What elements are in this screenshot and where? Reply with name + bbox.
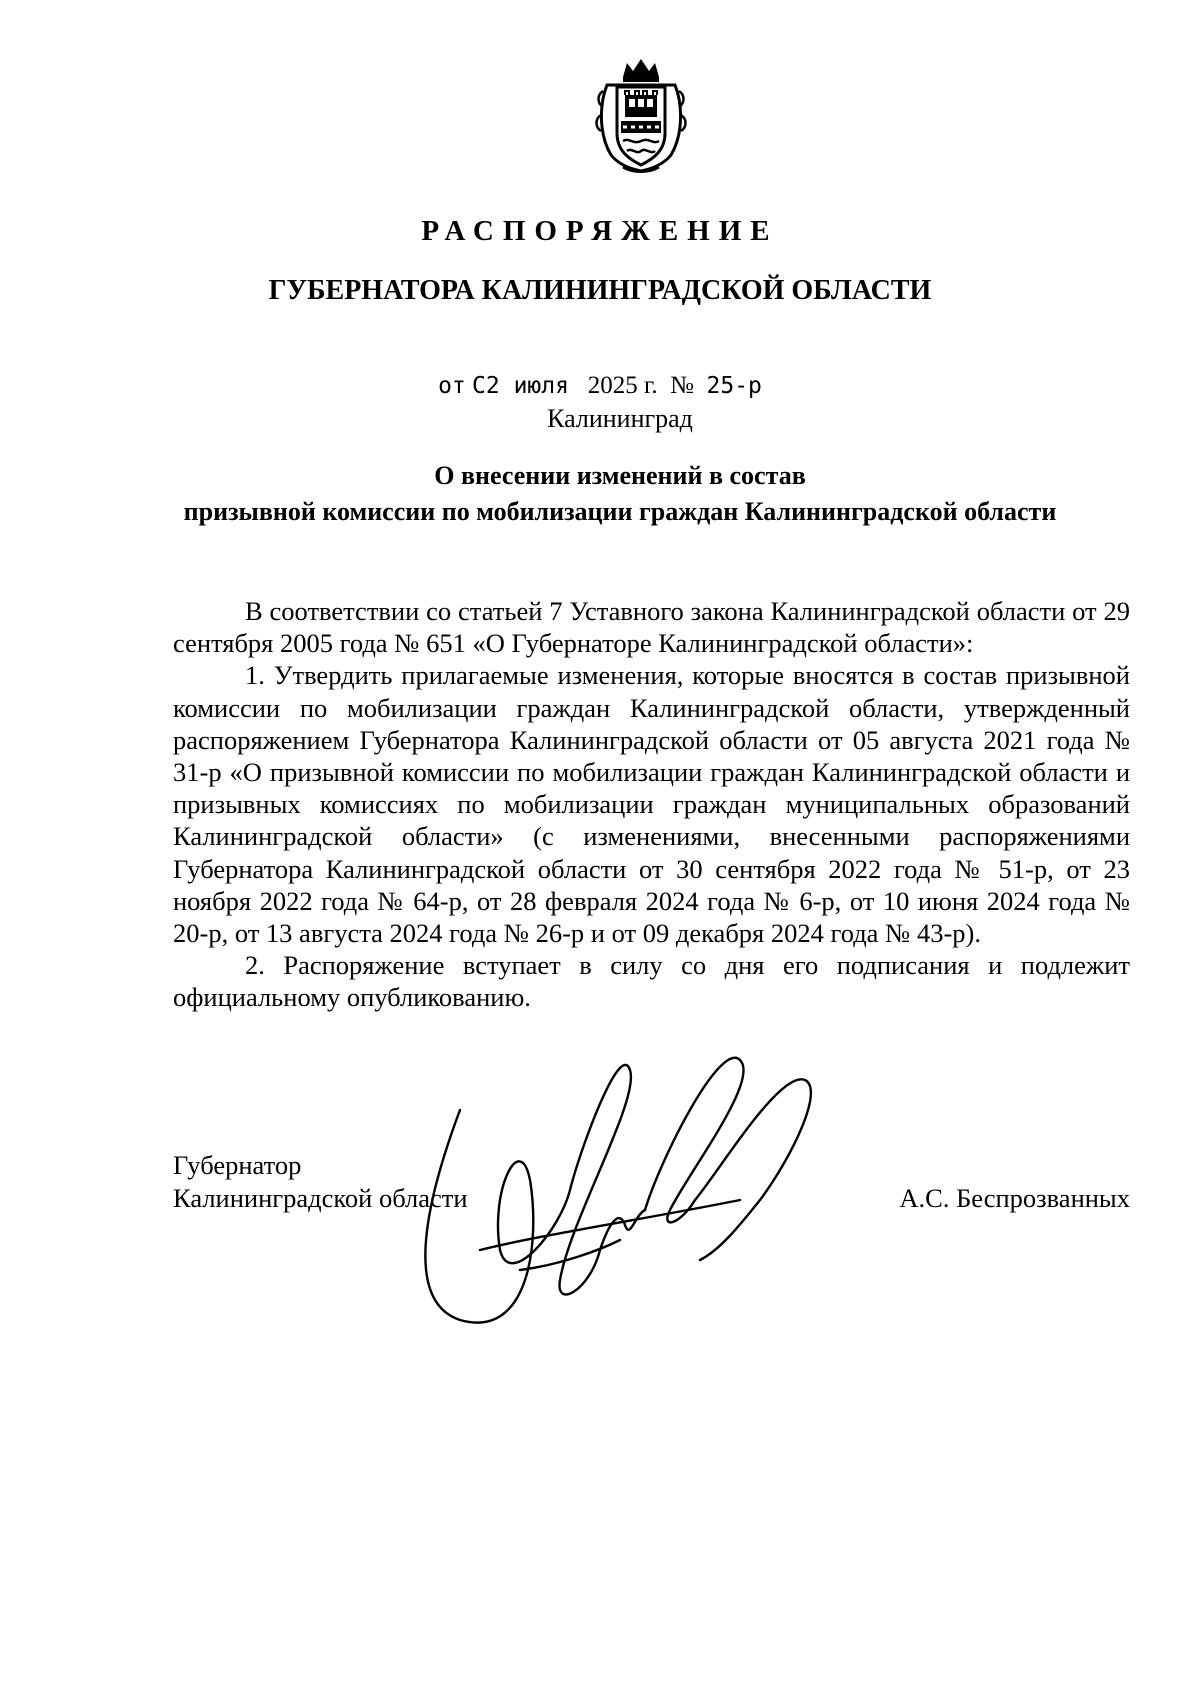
signatory-title-line-1: Губернатор (173, 1150, 302, 1180)
date-day-month: С2 июля (472, 373, 569, 399)
signatory-name: А.С. Беспрозванных (899, 1183, 1130, 1213)
preamble-paragraph: В соответствии со статьей 7 Уставного закона Калининградской области от 29 сентября 2005 года № 651 «О Губернаторе Калининградской области»: (173, 596, 1130, 659)
item-2-paragraph: 2. Распоряжение вступает в силу со дня его подписания и подлежит официальному опубликованию. (173, 950, 1130, 1013)
coat-of-arms-icon (593, 55, 689, 177)
city-name: Калининград (547, 404, 693, 433)
date-number-line (0, 371, 1200, 401)
document-body (173, 595, 1130, 1014)
handwritten-signature (420, 1050, 840, 1350)
date-year: 2025 г. (587, 372, 658, 399)
subject-line-2: призывной комиссии по мобилизации граждан Калининградской области (183, 497, 1057, 526)
number-sign: № (670, 372, 695, 399)
signatory-title-line-2: Калининградской области (173, 1183, 468, 1213)
subject-line-1: О внесении изменений в состав (434, 461, 806, 490)
issuer-heading: ГУБЕРНАТОРА КАЛИНИНГРАДСКОЙ ОБЛАСТИ (268, 275, 932, 306)
document-type-heading: РАСПОРЯЖЕНИЕ (421, 215, 779, 247)
item-1-paragraph: 1. Утвердить прилагаемые изменения, которые вносятся в состав призывной комиссии по мобилизации граждан Калининградской области, утвержденный распоряжением Губернатора Калининградской области от 05 августа 2021 года № 31-р «О призывной комиссии по мобилизации граждан Калининградской области и призывных комиссиях по мобилизации граждан муниципальных образований Калининградской области» (с изменениями, внесенными распоряжениями Губернатора Калининградской области от 30 сентября 2022 года № 51-р, от 23 ноября 2022 года № 64-р, от 28 февраля 2024 года № 6-р, от 10 июня 2024 года № 20-р, от 13 августа 2024 года № 26-р и от 09 декабря 2024 года № 43-р). (173, 660, 1130, 949)
document-subject (0, 458, 1200, 530)
document-number: 25-р (706, 373, 762, 399)
date-prefix: от (438, 373, 466, 399)
